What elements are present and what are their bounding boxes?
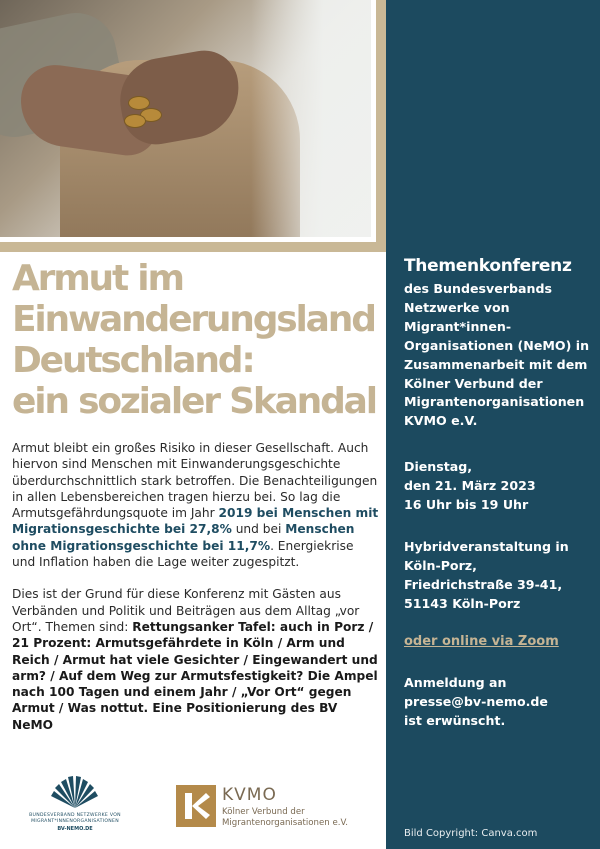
topics-list: Rettungsanker Tafel: auch in Porz / 21 Prozent: Armutsgefährdete in Köln / Arm und Reich / Armut hat viele Gesichter / Eingewandert und arm? / Auf dem Weg zur Armutsfestigkeit? Die Ampel nach 100 Tagen und einem Jahr / „Vor Ort“ gegen Armut / Was nottut. Eine Positionierung des BV NeMO <box>12 619 378 732</box>
stat-without-migration: Menschen ohne Migrationsgeschichte bei 11,7% <box>12 522 355 553</box>
conference-heading: Themenkonferenz <box>404 256 572 276</box>
p1-end: . Energiekrise und Inflation haben die Lage weiter zugespitzt. <box>12 538 354 570</box>
event-venue <box>404 538 596 614</box>
date-day: Dienstag, <box>404 459 473 474</box>
date-date: den 21. März 2023 <box>404 477 536 493</box>
title-line: Einwanderungsland <box>12 299 375 340</box>
venue-city: 51143 Köln-Porz <box>404 595 521 611</box>
bv-nemo-logo <box>14 774 136 834</box>
kvmo-name: KVMO <box>222 785 277 805</box>
info-panel <box>386 0 600 849</box>
title-line: ein sozialer Skandal <box>12 381 376 422</box>
p2-intro: Dies ist der Grund für diese Konferenz mit Gästen aus Verbänden und Politik und Beiträgen aus dem Alltag „vor Ort“. Themen sind: <box>12 587 360 634</box>
reg-line3: ist erwünscht. <box>404 712 506 728</box>
stat-with-migration: 2019 bei Menschen mit Migrationsgeschichte bei 27,8% <box>12 506 379 537</box>
kvmo-subtitle-line2: Migrantenorganisationen e.V. <box>222 818 348 828</box>
organizers-text: des Bundesverbands Netzwerke von Migrant*innen-Organisationen (NeMO) in Zusammenarbeit mit dem Kölner Verbund der Migrantenorganisationen KVMO e.V. <box>404 281 590 429</box>
sunburst-icon <box>48 774 102 810</box>
title-line: Armut im <box>12 258 183 299</box>
kvmo-mark-icon <box>176 785 216 827</box>
date-time: 16 Uhr bis 19 Uhr <box>404 496 529 512</box>
photo-frame <box>0 0 386 252</box>
registration <box>404 674 596 731</box>
title-line: Deutschland: <box>12 340 254 381</box>
paragraph-poverty-stats <box>12 440 380 570</box>
p1-mid: und bei <box>235 522 282 537</box>
paragraph-topics <box>12 586 380 733</box>
kvmo-subtitle-line1: Kölner Verbund der <box>222 807 305 817</box>
body-text <box>12 440 380 749</box>
bv-url: BV-NEMO.DE <box>57 826 93 832</box>
image-copyright: Bild Copyright: Canva.com <box>404 828 538 839</box>
hands-with-coins-photo <box>0 0 371 237</box>
kvmo-logo <box>176 783 376 833</box>
event-date <box>404 458 596 515</box>
p1-intro: Armut bleibt ein großes Risiko in dieser Gesellschaft. Auch hiervon sind Menschen mit Einwanderungsgeschichte überdurchschnittlich stark betroffen. Die Benachteiligungen in allen Lebensbereichen tragen hierzu bei. So lag die Armutsgefährdungsquote im Jahr <box>12 441 378 521</box>
reg-line1: Anmeldung an <box>404 675 507 690</box>
main-title <box>12 258 382 422</box>
zoom-link[interactable]: oder online via Zoom <box>404 634 559 649</box>
venue-type: Hybridveranstaltung in Köln-Porz, <box>404 539 569 573</box>
photo-inner-border <box>0 0 376 242</box>
venue-street: Friedrichstraße 39-41, <box>404 576 563 592</box>
bv-name-line1: BUNDESVERBAND NETZWERKE VON <box>29 813 121 818</box>
reg-email[interactable]: presse@bv-nemo.de <box>404 693 548 709</box>
bv-name-line2: MIGRANT*INNENORGANISATIONEN <box>31 819 119 824</box>
